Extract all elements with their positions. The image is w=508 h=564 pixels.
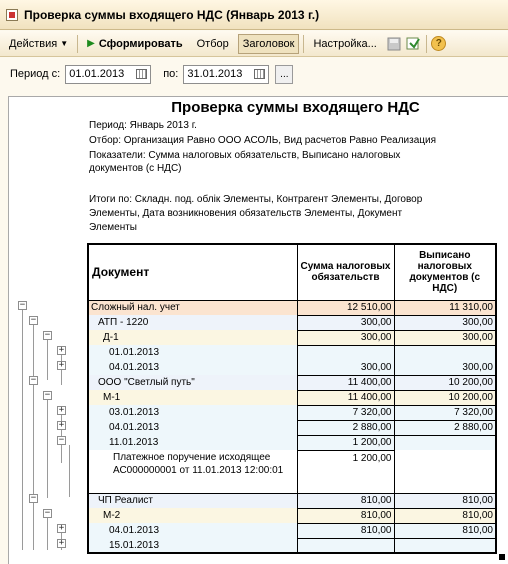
actions-menu-button[interactable] (4, 34, 73, 54)
report-filter: Отбор: Организация Равно ООО АСОЛЬ, Вид расчетов Равно Реализация (89, 135, 437, 146)
save-settings-icon[interactable] (386, 36, 402, 52)
row-document: М-2 (88, 508, 297, 523)
table-row[interactable] (88, 300, 496, 315)
row-tax-liabilities: 810,00 (297, 523, 394, 538)
row-tax-liabilities: 7 320,00 (297, 405, 394, 420)
collapse-icon[interactable]: − (58, 435, 65, 445)
table-row[interactable] (88, 330, 496, 345)
window-titlebar (0, 0, 508, 30)
collapse-icon[interactable]: − (30, 315, 37, 325)
table-row[interactable] (88, 390, 496, 405)
period-from-label: Период с: (10, 68, 61, 80)
column-header-issued-docs: Выписано налоговых документов (с НДС) (394, 244, 496, 300)
row-document: 11.01.2013 (88, 435, 297, 450)
help-icon: ? (431, 36, 446, 51)
expand-icon[interactable]: + (58, 345, 65, 355)
period-from-input[interactable] (65, 65, 151, 84)
report-totals-line1: Итоги по: Складн. под. облік Элементы, Контрагент Элементы, Договор (89, 194, 423, 205)
row-document: 04.01.2013 (88, 420, 297, 435)
generate-label: Сформировать (98, 37, 183, 50)
table-row[interactable] (88, 420, 496, 435)
grouping-tree (9, 97, 87, 564)
table-row[interactable] (88, 493, 496, 508)
row-issued-docs: 300,00 (394, 330, 496, 345)
report-totals-line3: Элементы (89, 222, 137, 233)
period-to-label: по: (163, 68, 179, 80)
row-issued-docs (394, 450, 496, 493)
row-issued-docs: 7 320,00 (394, 405, 496, 420)
period-to-value: 31.01.2013 (187, 68, 243, 80)
row-tax-liabilities (297, 538, 394, 553)
row-issued-docs (394, 538, 496, 553)
collapse-icon[interactable]: − (44, 390, 51, 400)
generate-button[interactable] (82, 34, 188, 54)
table-row[interactable] (88, 360, 496, 375)
calendar-icon[interactable] (134, 67, 149, 82)
toolbar-divider (303, 35, 304, 53)
report-title: Проверка суммы входящего НДС (171, 99, 420, 116)
row-issued-docs: 10 200,00 (394, 375, 496, 390)
row-issued-docs: 810,00 (394, 508, 496, 523)
row-issued-docs: 300,00 (394, 315, 496, 330)
row-document: ООО "Светлый путь" (88, 375, 297, 390)
window-title: Проверка суммы входящего НДС (Январь 2013 г.) (24, 7, 320, 22)
row-document: ЧП Реалист (88, 493, 297, 508)
report-totals-line2: Элементы, Дата возникновения обязательств Элементы, Документ (89, 208, 403, 219)
period-select-button[interactable]: ... (275, 65, 293, 84)
row-document: АТП - 1220 (88, 315, 297, 330)
report-period: Период: Январь 2013 г. (89, 120, 197, 131)
row-tax-liabilities: 300,00 (297, 330, 394, 345)
row-tax-liabilities: 1 200,00 (297, 450, 394, 493)
table-row[interactable] (88, 375, 496, 390)
row-tax-liabilities: 1 200,00 (297, 435, 394, 450)
report-indicators-line1: Показатели: Сумма налоговых обязательств, Выписано налоговых (89, 150, 401, 161)
toolbar (0, 31, 508, 57)
header-label: Заголовок (242, 37, 295, 50)
row-tax-liabilities (297, 345, 394, 360)
row-tax-liabilities: 11 400,00 (297, 390, 394, 405)
period-from-value: 01.01.2013 (69, 68, 125, 80)
row-issued-docs: 810,00 (394, 523, 496, 538)
collapse-icon[interactable]: − (44, 330, 51, 340)
settings-button[interactable] (308, 34, 381, 54)
row-document: Д-1 (88, 330, 297, 345)
calendar-icon[interactable] (252, 67, 267, 82)
collapse-icon[interactable]: − (30, 493, 37, 503)
table-row[interactable] (88, 345, 496, 360)
help-button[interactable] (431, 36, 447, 52)
row-issued-docs: 810,00 (394, 493, 496, 508)
row-tax-liabilities: 300,00 (297, 360, 394, 375)
table-resize-handle[interactable] (499, 554, 505, 560)
table-row[interactable] (88, 523, 496, 538)
settings-label: Настройка... (313, 37, 377, 50)
expand-icon[interactable]: + (58, 360, 65, 370)
row-document: Платежное поручение исходящее АС000000001 от 11.01.2013 12:00:01 (88, 450, 297, 493)
filter-button[interactable] (192, 34, 234, 54)
row-document: 03.01.2013 (88, 405, 297, 420)
expand-icon[interactable]: + (58, 538, 65, 548)
table-row[interactable] (88, 315, 496, 330)
actions-label: Действия (9, 37, 58, 50)
expand-icon[interactable]: + (58, 420, 65, 430)
report-table (87, 243, 497, 554)
row-tax-liabilities: 12 510,00 (297, 300, 394, 315)
row-issued-docs: 2 880,00 (394, 420, 496, 435)
row-tax-liabilities: 810,00 (297, 493, 394, 508)
restore-settings-icon[interactable] (406, 36, 422, 52)
row-tax-liabilities: 810,00 (297, 508, 394, 523)
column-header-document: Документ (88, 244, 297, 300)
filter-label: Отбор (196, 37, 229, 50)
play-icon: ▶ (87, 38, 95, 49)
row-document: 01.01.2013 (88, 345, 297, 360)
report-area (8, 96, 508, 564)
expand-icon[interactable]: + (58, 523, 65, 533)
row-document: Сложный нал. учет (88, 300, 297, 315)
table-row[interactable] (88, 508, 496, 523)
table-row[interactable] (88, 450, 496, 493)
table-row[interactable] (88, 405, 496, 420)
app-icon (6, 9, 18, 21)
expand-icon[interactable]: + (58, 405, 65, 415)
header-toggle-button[interactable] (238, 34, 300, 54)
row-tax-liabilities: 2 880,00 (297, 420, 394, 435)
row-document: 04.01.2013 (88, 360, 297, 375)
row-document: 15.01.2013 (88, 538, 297, 553)
row-document: М-1 (88, 390, 297, 405)
row-issued-docs (394, 345, 496, 360)
table-row[interactable] (88, 538, 496, 553)
chevron-down-icon: ▼ (60, 39, 69, 48)
column-header-tax-liabilities: Сумма налоговых обязательств (297, 244, 394, 300)
table-row[interactable] (88, 435, 496, 450)
row-issued-docs: 300,00 (394, 360, 496, 375)
row-tax-liabilities: 11 400,00 (297, 375, 394, 390)
report-indicators-line2: документов (с НДС) (89, 163, 182, 174)
row-issued-docs: 11 310,00 (394, 300, 496, 315)
collapse-icon[interactable]: − (30, 375, 37, 385)
toolbar-divider (426, 35, 427, 53)
row-document: 04.01.2013 (88, 523, 297, 538)
period-bar (0, 58, 508, 90)
toolbar-divider (77, 35, 78, 53)
collapse-icon[interactable]: − (19, 300, 26, 310)
period-to-input[interactable] (183, 65, 269, 84)
row-issued-docs (394, 435, 496, 450)
collapse-icon[interactable]: − (44, 508, 51, 518)
row-issued-docs: 10 200,00 (394, 390, 496, 405)
row-tax-liabilities: 300,00 (297, 315, 394, 330)
